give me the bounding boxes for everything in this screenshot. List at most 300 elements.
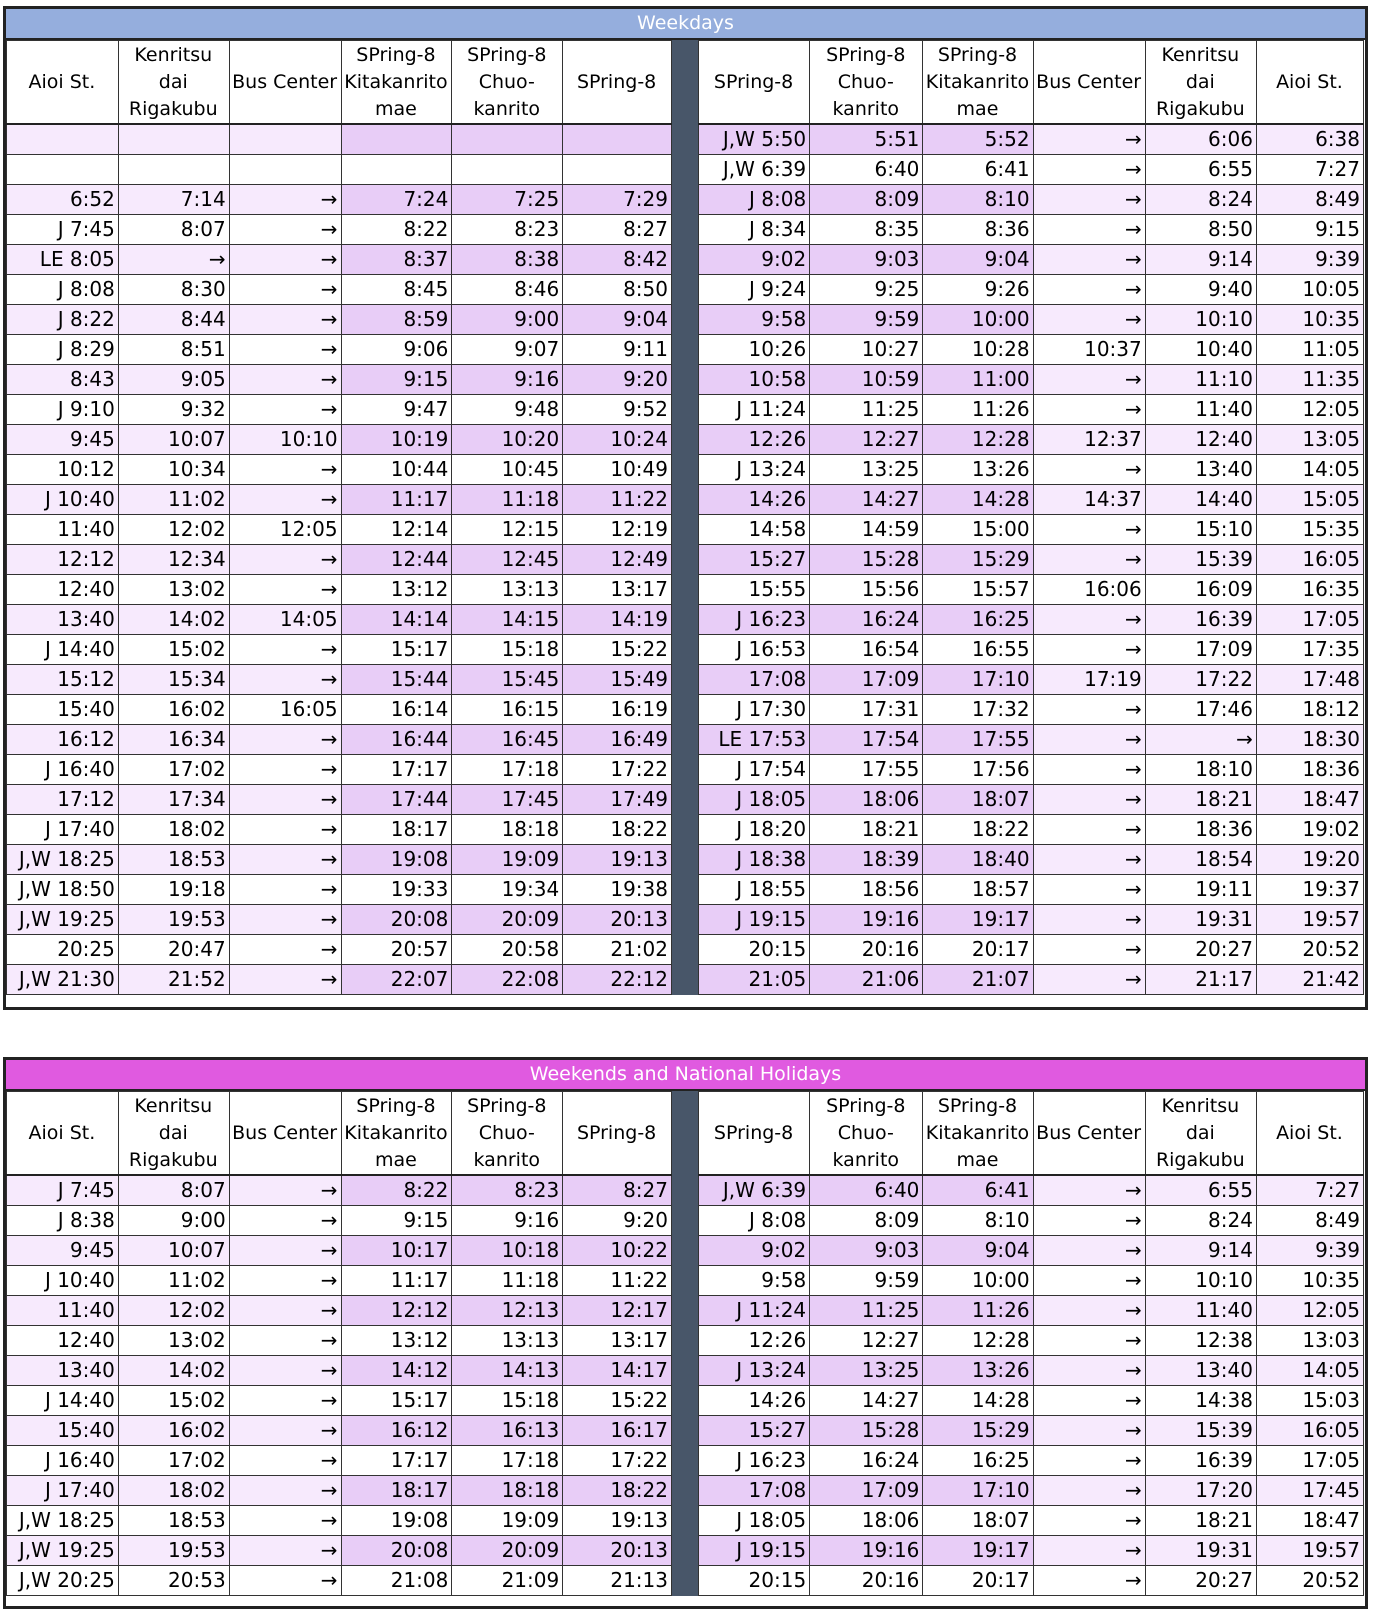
time-cell: 19:31 [1145, 905, 1256, 935]
time-cell: → [1145, 725, 1256, 755]
time-cell: 18:17 [341, 1476, 452, 1506]
time-cell: 8:43 [7, 365, 119, 395]
time-cell: → [229, 815, 341, 845]
time-cell: 10:37 [1033, 335, 1145, 365]
table-row [699, 755, 1364, 785]
time-cell: 16:55 [923, 635, 1033, 665]
time-cell: 7:24 [341, 185, 452, 215]
time-cell: 18:57 [923, 875, 1033, 905]
time-cell: 9:47 [341, 395, 452, 425]
time-cell: J 9:10 [7, 395, 119, 425]
time-cell: 8:23 [452, 1175, 563, 1206]
time-cell: → [229, 1236, 341, 1266]
time-cell: 18:21 [810, 815, 923, 845]
time-cell: J,W 5:50 [699, 124, 810, 155]
time-cell: 18:12 [1256, 695, 1363, 725]
time-cell: 12:27 [810, 1326, 923, 1356]
time-cell: 18:22 [563, 815, 672, 845]
weekdays-outbound-table [6, 40, 672, 995]
time-cell: J 8:34 [699, 215, 810, 245]
time-cell: 6:06 [1145, 124, 1256, 155]
time-cell: 16:25 [923, 605, 1033, 635]
time-cell: 16:09 [1145, 575, 1256, 605]
col-header-kitakanrito-mae: SPring-8 Kitakanrito mae [341, 1092, 452, 1176]
col-header-chuo-kanrito: SPring-8 Chuo-kanrito [452, 1092, 563, 1176]
time-cell: J 7:45 [7, 215, 119, 245]
time-cell: 17:02 [118, 1446, 229, 1476]
time-cell: → [1033, 815, 1145, 845]
time-cell: 15:39 [1145, 545, 1256, 575]
table-row [699, 1386, 1364, 1416]
table-row [7, 1326, 672, 1356]
time-cell: 8:27 [563, 215, 672, 245]
time-cell: 9:45 [7, 425, 119, 455]
table-row [699, 365, 1364, 395]
time-cell: 18:54 [1145, 845, 1256, 875]
time-cell: 8:46 [452, 275, 563, 305]
time-cell: → [229, 1356, 341, 1386]
time-cell [563, 155, 672, 185]
time-cell: 22:08 [452, 965, 563, 995]
time-cell: 11:40 [7, 1296, 119, 1326]
time-cell: 19:17 [923, 1536, 1033, 1566]
time-cell: 9:00 [452, 305, 563, 335]
time-cell: 19:18 [118, 875, 229, 905]
time-cell: 10:07 [118, 1236, 229, 1266]
time-cell: 18:47 [1256, 785, 1363, 815]
time-cell: 10:58 [699, 365, 810, 395]
time-cell: 20:09 [452, 905, 563, 935]
time-cell: → [1033, 1506, 1145, 1536]
time-cell: 10:19 [341, 425, 452, 455]
time-cell: 11:18 [452, 485, 563, 515]
table-row [7, 1206, 672, 1236]
time-cell: 12:40 [1145, 425, 1256, 455]
time-cell: 9:14 [1145, 245, 1256, 275]
time-cell: J 19:15 [699, 905, 810, 935]
time-cell: J 14:40 [7, 635, 119, 665]
time-cell: 18:36 [1145, 815, 1256, 845]
time-cell: 9:59 [810, 305, 923, 335]
time-cell: 17:17 [341, 755, 452, 785]
time-cell [7, 155, 119, 185]
time-cell: 13:40 [7, 605, 119, 635]
table-row [699, 635, 1364, 665]
time-cell: → [1033, 1476, 1145, 1506]
time-cell: 19:57 [1256, 905, 1363, 935]
time-cell: 8:45 [341, 275, 452, 305]
weekends-outbound-table [6, 1091, 672, 1596]
table-row [699, 1446, 1364, 1476]
time-cell: 9:06 [341, 335, 452, 365]
time-cell: 10:59 [810, 365, 923, 395]
time-cell: 15:45 [452, 665, 563, 695]
time-cell: 10:35 [1256, 1266, 1363, 1296]
time-cell: 19:08 [341, 1506, 452, 1536]
time-cell: 9:03 [810, 245, 923, 275]
time-cell: 15:02 [118, 1386, 229, 1416]
time-cell: 14:28 [923, 1386, 1033, 1416]
time-cell: 13:40 [7, 1356, 119, 1386]
time-cell: 20:15 [699, 1566, 810, 1596]
table-row [699, 425, 1364, 455]
time-cell: 15:02 [118, 635, 229, 665]
time-cell: → [1033, 935, 1145, 965]
time-cell: → [229, 1296, 341, 1326]
time-cell: 14:13 [452, 1356, 563, 1386]
time-cell: 18:06 [810, 785, 923, 815]
time-cell: 17:46 [1145, 695, 1256, 725]
time-cell: J 8:08 [7, 275, 119, 305]
time-cell: 20:52 [1256, 1566, 1363, 1596]
time-cell: 18:30 [1256, 725, 1363, 755]
time-cell: 13:40 [1145, 455, 1256, 485]
col-header-kenritsu-dai-rigakubu: Kenritsu dai Rigakubu [1145, 1092, 1256, 1176]
time-cell: 19:38 [563, 875, 672, 905]
time-cell: 10:49 [563, 455, 672, 485]
time-cell: J 16:40 [7, 755, 119, 785]
time-cell: 20:13 [563, 905, 672, 935]
time-cell: → [229, 365, 341, 395]
time-cell: 15:28 [810, 545, 923, 575]
time-cell: 19:16 [810, 1536, 923, 1566]
time-cell: 18:21 [1145, 1506, 1256, 1536]
time-cell [229, 155, 341, 185]
time-cell: 9:02 [699, 1236, 810, 1266]
time-cell: 9:59 [810, 1266, 923, 1296]
time-cell: 19:20 [1256, 845, 1363, 875]
time-cell: 17:02 [118, 755, 229, 785]
time-cell: → [229, 665, 341, 695]
time-cell [341, 124, 452, 155]
time-cell: J 18:38 [699, 845, 810, 875]
table-row [7, 1236, 672, 1266]
time-cell: 9:00 [118, 1206, 229, 1236]
table-row [699, 545, 1364, 575]
time-cell [563, 124, 672, 155]
time-cell: LE 17:53 [699, 725, 810, 755]
weekdays-return-table [698, 40, 1364, 995]
table-row [7, 485, 672, 515]
table-row [699, 935, 1364, 965]
time-cell: 18:18 [452, 1476, 563, 1506]
time-cell: → [1033, 875, 1145, 905]
time-cell: 9:04 [923, 245, 1033, 275]
time-cell: 9:39 [1256, 1236, 1363, 1266]
time-cell: → [1033, 1386, 1145, 1416]
time-cell: 16:24 [810, 605, 923, 635]
time-cell: → [1033, 515, 1145, 545]
time-cell: 17:44 [341, 785, 452, 815]
time-cell: 8:10 [923, 185, 1033, 215]
time-cell: J 17:40 [7, 815, 119, 845]
table-row [699, 1326, 1364, 1356]
time-cell: 9:39 [1256, 245, 1363, 275]
time-cell: J 11:24 [699, 395, 810, 425]
time-cell: 9:03 [810, 1236, 923, 1266]
time-cell: 13:02 [118, 1326, 229, 1356]
time-cell: → [229, 335, 341, 365]
time-cell: 16:17 [563, 1416, 672, 1446]
time-cell: 10:20 [452, 425, 563, 455]
time-cell: → [229, 395, 341, 425]
time-cell: 16:19 [563, 695, 672, 725]
table-row [699, 155, 1364, 185]
time-cell: 14:05 [1256, 1356, 1363, 1386]
time-cell: J 10:40 [7, 1266, 119, 1296]
time-cell: 12:38 [1145, 1326, 1256, 1356]
time-cell: 16:02 [118, 695, 229, 725]
time-cell: 18:07 [923, 785, 1033, 815]
time-cell: 12:28 [923, 425, 1033, 455]
time-cell: 9:11 [563, 335, 672, 365]
time-cell: 15:22 [563, 1386, 672, 1416]
weekends-title: Weekends and National Holidays [6, 1060, 1365, 1091]
time-cell: 8:37 [341, 245, 452, 275]
table-row [7, 425, 672, 455]
time-cell: 18:22 [563, 1476, 672, 1506]
time-cell [118, 155, 229, 185]
table-row [699, 725, 1364, 755]
time-cell: J 18:55 [699, 875, 810, 905]
time-cell: 18:22 [923, 815, 1033, 845]
time-cell: J 17:40 [7, 1476, 119, 1506]
time-cell: → [1033, 1175, 1145, 1206]
time-cell: 18:40 [923, 845, 1033, 875]
time-cell: J 8:29 [7, 335, 119, 365]
time-cell: 14:14 [341, 605, 452, 635]
table-row [7, 1416, 672, 1446]
time-cell: 16:12 [7, 725, 119, 755]
time-cell: 19:08 [341, 845, 452, 875]
time-cell: → [229, 1566, 341, 1596]
time-cell: 11:17 [341, 1266, 452, 1296]
time-cell: 11:17 [341, 485, 452, 515]
time-cell: J 17:54 [699, 755, 810, 785]
time-cell: 8:51 [118, 335, 229, 365]
time-cell: → [1033, 275, 1145, 305]
time-cell: 11:40 [1145, 1296, 1256, 1326]
time-cell: 20:52 [1256, 935, 1363, 965]
time-cell: → [1033, 635, 1145, 665]
time-cell: → [229, 1326, 341, 1356]
time-cell: 14:27 [810, 1386, 923, 1416]
time-cell: → [1033, 455, 1145, 485]
time-cell: 12:13 [452, 1296, 563, 1326]
time-cell: J 19:15 [699, 1536, 810, 1566]
time-cell: J 9:24 [699, 275, 810, 305]
time-cell: → [1033, 1356, 1145, 1386]
time-cell: → [1033, 395, 1145, 425]
time-cell: 20:15 [699, 935, 810, 965]
time-cell: 8:07 [118, 215, 229, 245]
table-row [699, 575, 1364, 605]
time-cell: 8:09 [810, 185, 923, 215]
time-cell: 17:34 [118, 785, 229, 815]
time-cell: 17:18 [452, 1446, 563, 1476]
time-cell: 9:58 [699, 305, 810, 335]
time-cell: 9:32 [118, 395, 229, 425]
time-cell: J 13:24 [699, 1356, 810, 1386]
time-cell: 14:38 [1145, 1386, 1256, 1416]
table-row [7, 635, 672, 665]
weekends-return-table [698, 1091, 1364, 1596]
time-cell: 14:17 [563, 1356, 672, 1386]
time-cell: 8:35 [810, 215, 923, 245]
time-cell: 15:10 [1145, 515, 1256, 545]
time-cell: 14:15 [452, 605, 563, 635]
time-cell: 17:22 [563, 755, 672, 785]
time-cell: 12:26 [699, 425, 810, 455]
time-cell: 9:15 [1256, 215, 1363, 245]
time-cell: 12:45 [452, 545, 563, 575]
time-cell: 15:17 [341, 635, 452, 665]
time-cell: → [1033, 245, 1145, 275]
time-cell: 21:06 [810, 965, 923, 995]
time-cell: 11:40 [7, 515, 119, 545]
table-row [699, 1476, 1364, 1506]
time-cell: 17:45 [452, 785, 563, 815]
time-cell: J 18:20 [699, 815, 810, 845]
table-row [7, 725, 672, 755]
time-cell: → [229, 785, 341, 815]
time-cell: → [1033, 124, 1145, 155]
time-cell: → [229, 725, 341, 755]
time-cell: 15:18 [452, 1386, 563, 1416]
time-cell: J 8:38 [7, 1206, 119, 1236]
time-cell: 13:17 [563, 575, 672, 605]
time-cell: 15:29 [923, 545, 1033, 575]
time-cell: 8:42 [563, 245, 672, 275]
time-cell: J 8:08 [699, 1206, 810, 1236]
time-cell: 14:26 [699, 485, 810, 515]
table-row [7, 785, 672, 815]
time-cell: → [229, 1266, 341, 1296]
time-cell: → [1033, 215, 1145, 245]
time-cell: J 14:40 [7, 1386, 119, 1416]
time-cell: 18:47 [1256, 1506, 1363, 1536]
time-cell: 16:39 [1145, 1446, 1256, 1476]
table-row [7, 755, 672, 785]
time-cell: → [1033, 1446, 1145, 1476]
time-cell: 15:57 [923, 575, 1033, 605]
time-cell [452, 155, 563, 185]
time-cell: 9:15 [341, 365, 452, 395]
time-cell: J,W 18:50 [7, 875, 119, 905]
table-row [7, 815, 672, 845]
table-row [699, 275, 1364, 305]
time-cell: 9:45 [7, 1236, 119, 1266]
col-header-kitakanrito-mae: SPring-8 Kitakanrito mae [923, 41, 1033, 125]
time-cell: → [229, 635, 341, 665]
time-cell: 6:41 [923, 155, 1033, 185]
time-cell: 21:52 [118, 965, 229, 995]
time-cell: 8:30 [118, 275, 229, 305]
col-header-kenritsu-dai-rigakubu: Kenritsu dai Rigakubu [118, 41, 229, 125]
time-cell: 19:02 [1256, 815, 1363, 845]
time-cell: 12:27 [810, 425, 923, 455]
time-cell: → [229, 1416, 341, 1446]
time-cell: J 18:05 [699, 785, 810, 815]
time-cell: 12:26 [699, 1326, 810, 1356]
time-cell: 12:34 [118, 545, 229, 575]
time-cell: 20:17 [923, 935, 1033, 965]
time-cell: 14:12 [341, 1356, 452, 1386]
time-cell: 11:22 [563, 485, 672, 515]
time-cell: → [229, 1476, 341, 1506]
time-cell [118, 124, 229, 155]
time-cell: 8:22 [341, 1175, 452, 1206]
time-cell: → [1033, 695, 1145, 725]
time-cell: → [1033, 365, 1145, 395]
time-cell: 16:25 [923, 1446, 1033, 1476]
time-cell: 10:40 [1145, 335, 1256, 365]
time-cell: 8:59 [341, 305, 452, 335]
time-cell: 9:25 [810, 275, 923, 305]
time-cell: 10:24 [563, 425, 672, 455]
time-cell: 19:09 [452, 1506, 563, 1536]
time-cell: 17:54 [810, 725, 923, 755]
table-row [699, 124, 1364, 155]
time-cell: 13:05 [1256, 425, 1363, 455]
table-row [7, 1175, 672, 1206]
time-cell: → [1033, 185, 1145, 215]
time-cell: 17:20 [1145, 1476, 1256, 1506]
table-row [699, 1356, 1364, 1386]
time-cell: → [229, 215, 341, 245]
time-cell: 18:39 [810, 845, 923, 875]
time-cell: 22:07 [341, 965, 452, 995]
time-cell: 17:35 [1256, 635, 1363, 665]
time-cell: 16:34 [118, 725, 229, 755]
col-header-kenritsu-dai-rigakubu: Kenritsu dai Rigakubu [1145, 41, 1256, 125]
col-header-bus-center: Bus Center [1033, 1092, 1145, 1176]
time-cell: → [1033, 1416, 1145, 1446]
time-cell: 20:16 [810, 935, 923, 965]
table-row [7, 335, 672, 365]
time-cell: 15:55 [699, 575, 810, 605]
time-cell: 20:13 [563, 1536, 672, 1566]
time-cell: 12:05 [1256, 1296, 1363, 1326]
time-cell: 18:10 [1145, 755, 1256, 785]
time-cell: 15:29 [923, 1416, 1033, 1446]
time-cell: 15:05 [1256, 485, 1363, 515]
time-cell: 17:22 [1145, 665, 1256, 695]
time-cell: 15:12 [7, 665, 119, 695]
table-row [699, 1416, 1364, 1446]
time-cell: 15:35 [1256, 515, 1363, 545]
time-cell: 5:52 [923, 124, 1033, 155]
time-cell: → [1033, 545, 1145, 575]
time-cell: 10:00 [923, 1266, 1033, 1296]
time-cell: 6:55 [1145, 1175, 1256, 1206]
time-cell: 10:35 [1256, 305, 1363, 335]
time-cell: → [1033, 845, 1145, 875]
time-cell: 19:09 [452, 845, 563, 875]
time-cell: → [1033, 965, 1145, 995]
col-header-aioi-st: Aioi St. [7, 1092, 119, 1176]
time-cell: 12:37 [1033, 425, 1145, 455]
time-cell: J 7:45 [7, 1175, 119, 1206]
time-cell: 21:05 [699, 965, 810, 995]
time-cell: 9:16 [452, 1206, 563, 1236]
time-cell: 9:07 [452, 335, 563, 365]
time-cell: 10:44 [341, 455, 452, 485]
table-row [7, 1356, 672, 1386]
time-cell: 20:58 [452, 935, 563, 965]
table-row [7, 1476, 672, 1506]
time-cell: 12:15 [452, 515, 563, 545]
